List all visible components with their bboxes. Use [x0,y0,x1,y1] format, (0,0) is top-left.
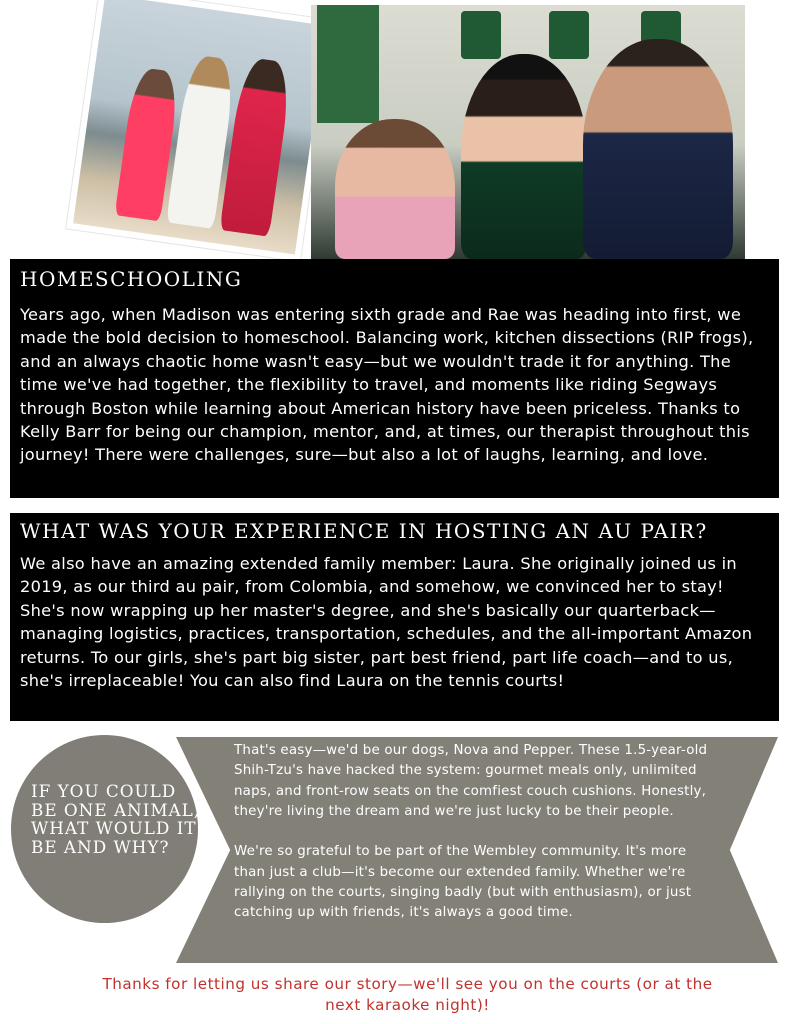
father [583,39,733,259]
graduation-photo [311,5,745,259]
au-pair-body: We also have an amazing extended family member: Laura. She originally joined us in 2019, as our third au pair, from Colombia, and somehow, we convinced her to stay! She's now wrapping up her master's degree, and she's basically our quarterback—managing logistics, practices, transportation, schedules, and the all-important Amazon returns. To our girls, she's part big sister, part best friend, part life coach—and to us, she's irreplaceable! You can also find Laura on the tennis courts! [20,554,753,691]
hanging-shirt [549,11,589,59]
green-curtain [317,5,379,123]
animal-answer-block [234,741,720,924]
hanging-shirt [461,11,501,59]
graduate [461,54,587,259]
homeschooling-heading: HOMESCHOOLING [20,267,243,291]
animal-question: IF YOU COULD BE ONE ANIMAL, WHAT WOULD IT BE AND WHY? [31,781,201,857]
homeschooling-body: Years ago, when Madison was entering sixth grade and Rae was heading into first, we made the bold decision to homeschool. Balancing work, kitchen dissections (RIP frogs), and an always chaotic home wasn't easy—but we wouldn't trade it for anything. The time we've had together, the flexibility to travel, and moments like riding Segways through Boston while learning about American history have been priceless. Thanks to Kelly Barr for being our champion, mentor, and, at times, our therapist throughout this journey! There were challenges, sure—but also a lot of laughs, learning, and love. [20,305,754,465]
animal-answer: That's easy—we'd be our dogs, Nova and Pepper. These 1.5-year-old Shih-Tzu's have hacked the system: gourmet meals only, unlimited naps, and front-row seats on the comfiest couch cushions. Honestly, they're living the dream and we're just lucky to be their people. [234,743,708,819]
younger-daughter [335,119,455,259]
girl-red-dress [220,56,294,236]
au-pair-heading: WHAT WAS YOUR EXPERIENCE IN HOSTING AN AU PAIR? [20,519,708,543]
au-pair-section [10,513,779,721]
community-closing: We're so grateful to be part of the Wembley community. It's more than just a club—it's become our extended family. Whether we're rallying on the courts, singing badly (but with enthusiasm), or just catching up with friends, it's always a good time. [234,844,692,921]
footer-thanks: Thanks for letting us share our story—we'll see you on the courts (or at the next karaoke night)! [102,975,713,1014]
family-dock-photo [66,0,334,261]
homeschooling-section [10,259,779,498]
dock-scene [73,0,327,254]
